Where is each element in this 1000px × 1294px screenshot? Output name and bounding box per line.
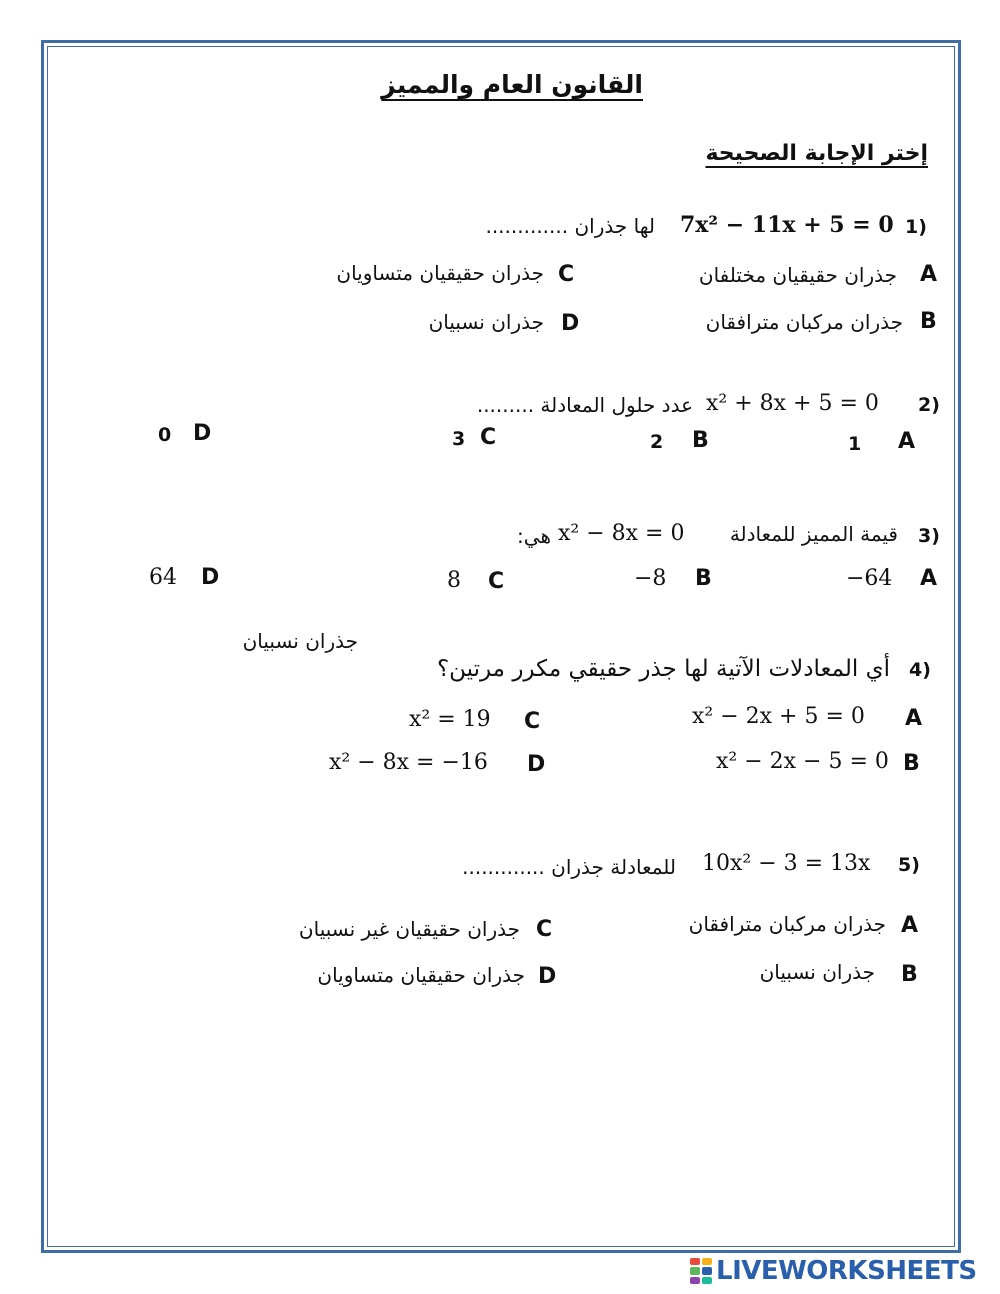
- q1-number: 1): [905, 216, 927, 238]
- q5-option-a-text[interactable]: جذران مركبان مترافقان: [688, 912, 886, 936]
- q5-prompt: للمعادلة جذران .............: [462, 855, 676, 879]
- q4-option-d-letter[interactable]: D: [527, 752, 546, 777]
- q1-option-a-text[interactable]: جذران حقيقيان مختلفان: [698, 263, 897, 287]
- q1-option-b-letter[interactable]: B: [920, 309, 937, 334]
- q5-option-c-text[interactable]: جذران حقيقيان غير نسبيان: [298, 917, 520, 941]
- q2-option-a-text[interactable]: 1: [848, 433, 862, 455]
- q2-prompt: عدد حلول المعادلة .........: [476, 393, 693, 417]
- q1-option-d-text[interactable]: جذران نسبيان: [428, 310, 544, 334]
- q2-number: 2): [918, 394, 940, 416]
- q4-option-a-letter[interactable]: A: [905, 706, 923, 731]
- q4-option-a-text[interactable]: x² − 2x + 5 = 0: [692, 704, 865, 729]
- q5-option-b-text[interactable]: جذران نسبيان: [759, 960, 875, 984]
- q4-prompt: أي المعادلات الآتية لها جذر حقيقي مكرر مرتين؟: [436, 656, 890, 682]
- q3-option-c-text[interactable]: 8: [447, 568, 461, 593]
- q2-option-b-text[interactable]: 2: [650, 431, 664, 453]
- q5-option-a-letter[interactable]: A: [901, 913, 919, 938]
- q2-option-c-letter[interactable]: C: [480, 425, 497, 450]
- worksheet-title: القانون العام والمميز: [381, 70, 643, 99]
- q4-option-d-text[interactable]: x² − 8x = −16: [329, 750, 488, 775]
- q2-option-b-letter[interactable]: B: [692, 428, 709, 453]
- q3-prompt-before: قيمة المميز للمعادلة: [729, 522, 898, 546]
- q2-option-c-text[interactable]: 3: [452, 428, 466, 450]
- q5-number: 5): [898, 854, 920, 876]
- instruction-heading: إختر الإجابة الصحيحة: [705, 141, 928, 166]
- q4-option-b-letter[interactable]: B: [903, 751, 920, 776]
- q3-option-d-letter[interactable]: D: [201, 565, 220, 590]
- q3-option-b-letter[interactable]: B: [695, 566, 712, 591]
- liveworksheets-brand: LIVEWORKSHEETS: [716, 1256, 977, 1286]
- q1-option-a-letter[interactable]: A: [920, 262, 938, 287]
- q3-equation: x² − 8x = 0: [558, 521, 685, 546]
- q1-option-c-letter[interactable]: C: [558, 262, 575, 287]
- q3-option-a-text[interactable]: −64: [846, 566, 893, 591]
- q5-option-b-letter[interactable]: B: [901, 962, 918, 987]
- q2-equation: x² + 8x + 5 = 0: [706, 391, 879, 416]
- q4-option-b-text[interactable]: x² − 2x − 5 = 0: [716, 749, 889, 774]
- q5-equation: 10x² − 3 = 13x: [702, 851, 871, 876]
- q3-option-c-letter[interactable]: C: [488, 569, 505, 594]
- q3-option-a-letter[interactable]: A: [920, 566, 938, 591]
- draggable-answer-label[interactable]: جذران نسبيان: [242, 629, 358, 653]
- q5-option-d-text[interactable]: جذران حقيقيان متساويان: [317, 963, 525, 987]
- q4-number: 4): [909, 659, 931, 681]
- liveworksheets-logo: [690, 1256, 977, 1286]
- q1-prompt: لها جذران .............: [485, 214, 655, 238]
- q2-option-d-letter[interactable]: D: [193, 421, 212, 446]
- q1-option-c-text[interactable]: جذران حقيقيان متساويان: [336, 261, 544, 285]
- q4-option-c-letter[interactable]: C: [524, 709, 541, 734]
- q4-option-c-text[interactable]: x² = 19: [409, 707, 491, 732]
- q3-option-d-text[interactable]: 64: [149, 565, 177, 590]
- liveworksheets-icon: [690, 1258, 712, 1284]
- q3-prompt-after: هي:: [517, 524, 551, 548]
- q5-option-c-letter[interactable]: C: [536, 917, 553, 942]
- q1-option-d-letter[interactable]: D: [561, 311, 580, 336]
- q3-option-b-text[interactable]: −8: [634, 566, 667, 591]
- q1-option-b-text[interactable]: جذران مركبان مترافقان: [705, 310, 903, 334]
- q3-number: 3): [918, 525, 940, 547]
- q2-option-d-text[interactable]: 0: [158, 424, 172, 446]
- q1-equation: 7x² − 11x + 5 = 0: [680, 212, 894, 238]
- q2-option-a-letter[interactable]: A: [898, 429, 916, 454]
- q5-option-d-letter[interactable]: D: [538, 964, 557, 989]
